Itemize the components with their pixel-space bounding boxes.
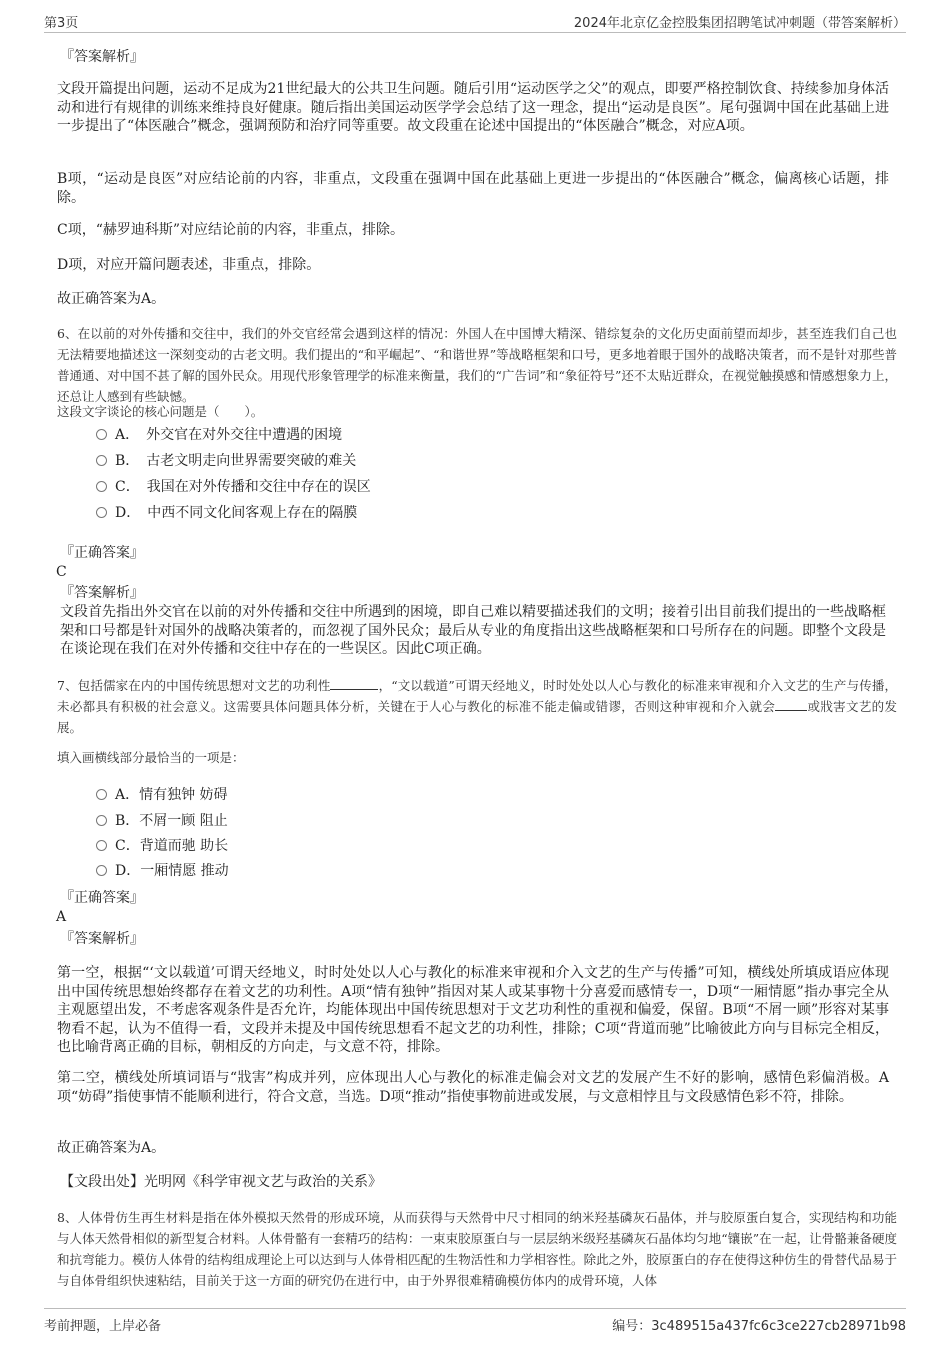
q8-stem: 8、人体骨仿生再生材料是指在体外模拟天然骨的形成环境，从而获得与天然骨中尺寸相同的纳米羟基磷灰石晶体，并与胶原蛋白复合，实现结构和功能与人体天然骨相似的新型复合材料。人体骨骼有一套精巧的结构：一束束胶原蛋白与一层层纳米级羟基磷灰石晶体均匀地“镶嵌”在一起，让骨骼兼备硬度和抗弯能力。模仿人体骨的结构组成理论上可以达到与人体骨相匹配的生物活性和力学相容性。除此之外，胶原蛋白的存在使得这种仿生的骨替代品易于与自体骨组织快速粘结，目前关于这一方面的研究仍在进行中，由于外界很难精确模仿体内的成骨环境，人体 [57,1210,897,1288]
radio-icon[interactable] [96,840,107,851]
q7-source: 【文段出处】光明网《科学审视文艺与政治的关系》 [60,1174,382,1190]
page-number: 第3页 [44,16,79,31]
q6-option-a[interactable]: A． 外交官在对外交往中遭遇的困境 [96,425,342,445]
q6-question: 这段文字谈论的核心问题是（ ）。 [57,404,264,419]
q6-answer: C [56,564,67,580]
q6-answer-label: 『正确答案』 [60,545,144,561]
radio-icon[interactable] [96,429,107,440]
radio-icon[interactable] [96,865,107,876]
q7-answer: A [56,909,67,925]
q7-option-a[interactable]: A．情有独钟 妨碍 [96,785,228,805]
blank-2 [775,698,807,711]
radio-icon[interactable] [96,507,107,518]
q6-analysis-label: 『答案解析』 [60,585,144,601]
q5-analysis-p3: C项，“赫罗迪科斯”对应结论前的内容，非重点，排除。 [57,222,405,238]
q7-answer-label: 『正确答案』 [60,890,144,906]
q5-analysis-p1: 文段开篇提出问题，运动不足成为21世纪最大的公共卫生问题。随后引用“运动医学之父”的观点，即要严格控制饮食、持续参加身体活动和进行有规律的训练来维持良好健康。随后指出美国运动医学学会总结了这一理念，提出“运动是良医”。尾句强调中国在此基础上进一步提出了“体医融合”概念，强调预防和治疗同等重要。故文段重在论述中国提出的“体医融合”概念，对应A项。 [57,81,889,134]
q6-option-b[interactable]: B． 古老文明走向世界需要突破的难关 [96,451,356,471]
radio-icon[interactable] [96,815,107,826]
radio-icon[interactable] [96,481,107,492]
q5-analysis-p2: B项，“运动是良医”对应结论前的内容，非重点，文段重在强调中国在此基础上更进一步提出的“体医融合”概念，偏离核心话题，排除。 [57,171,889,206]
q6-stem: 6、在以前的对外传播和交往中，我们的外交官经常会遇到这样的情况：外国人在中国博大精深、错综复杂的文化历史面前望而却步，甚至连我们自己也无法精要地描述这一深刻变动的古老文明。我们提出的“和平崛起”、“和谐世界”等战略框架和口号，更多地着眼于国外的战略决策者，而不是针对那些普普通通、对中国不甚了解的国外民众。用现代形象管理学的标准来衡量，我们的“广告词”和“象征符号”还不太贴近群众，在视觉触摸感和情感想象力上，还总让人感到有些缺憾。 [57,326,897,404]
q7-stem: 7、包括儒家在内的中国传统思想对文艺的功利性 ，“文以载道”可谓天经地义，时时处处以人心与教化的标准来审视和介入文艺的生产与传播，未必都具有积极的社会意义。这需要具体问题具体分析，关键在于人心与教化的标准不能走偏或错谬，否则这种审视和介入就会 或戕害文艺的发展。 [57,678,897,735]
footer-slogan: 考前押题，上岸必备 [44,1319,162,1334]
q5-analysis-p4: D项，对应开篇问题表述，非重点，排除。 [57,257,321,273]
radio-icon[interactable] [96,789,107,800]
q7-option-b[interactable]: B．不屑一顾 阻止 [96,811,228,831]
q6-option-d[interactable]: D． 中西不同文化间客观上存在的隔膜 [96,503,357,523]
q7-question: 填入画横线部分最恰当的一项是： [57,750,245,765]
q7-analysis-label: 『答案解析』 [60,931,144,947]
document-id: 编号：3c489515a437fc6c3ce227cb28971b98 [612,1319,906,1334]
q5-answer-line: 故正确答案为A。 [57,291,166,307]
q7-option-d[interactable]: D．一厢情愿 推动 [96,861,229,881]
q7-analysis-p2: 第二空，横线处所填词语与“戕害”构成并列，应体现出人心与教化的标准走偏会对文艺的发展产生不好的影响，感情色彩偏消极。A项“妨碍”指使事情不能顺利进行，符合文意，当选。D项“推动”指使事物前进或发展，与文意相悖且与文段感情色彩不符，排除。 [57,1070,889,1105]
q6-analysis: 文段首先指出外交官在以前的对外传播和交往中所遇到的困境，即自己难以精要描述我们的文明；接着引出目前我们提出的一些战略框架和口号都是针对国外的战略决策者的，而忽视了国外民众；最后从专业的角度指出这些战略框架和口号所存在的问题。即整个文段是在谈论现在我们在对外传播和交往中存在的一些误区。因此C项正确。 [60,604,886,657]
page-footer [44,1308,906,1333]
page-header [44,10,906,33]
q7-answer-line: 故正确答案为A。 [57,1140,166,1156]
q7-analysis-p1: 第一空，根据“‘文以载道’可谓天经地义，时时处处以人心与教化的标准来审视和介入文艺的生产与传播”可知，横线处所填成语应体现出中国传统思想始终都存在着文艺的功利性。A项“情有独钟”指因对某人或某事物十分喜爱而感情专一，D项“一厢情愿”指办事完全从主观愿望出发，不考虑客观条件是否允许，均能体现出中国传统思想对于文艺功利性的重视和偏爱，保留。B项“不屑一顾”形容对某事物看不起，认为不值得一看，文段并未提及中国传统思想看不起文艺的功利性，排除；C项“背道而驰”比喻彼此方向与目标完全相反，也比喻背离正确的目标，朝相反的方向走，与文意不符，排除。 [57,965,889,1055]
q5-analysis-label: 『答案解析』 [60,49,144,65]
blank-1 [330,677,378,690]
q7-option-c[interactable]: C．背道而驰 助长 [96,836,228,856]
radio-icon[interactable] [96,455,107,466]
q6-option-c[interactable]: C． 我国在对外传播和交往中存在的误区 [96,477,371,497]
document-title: 2024年北京亿金控股集团招聘笔试冲刺题（带答案解析） [573,16,906,31]
